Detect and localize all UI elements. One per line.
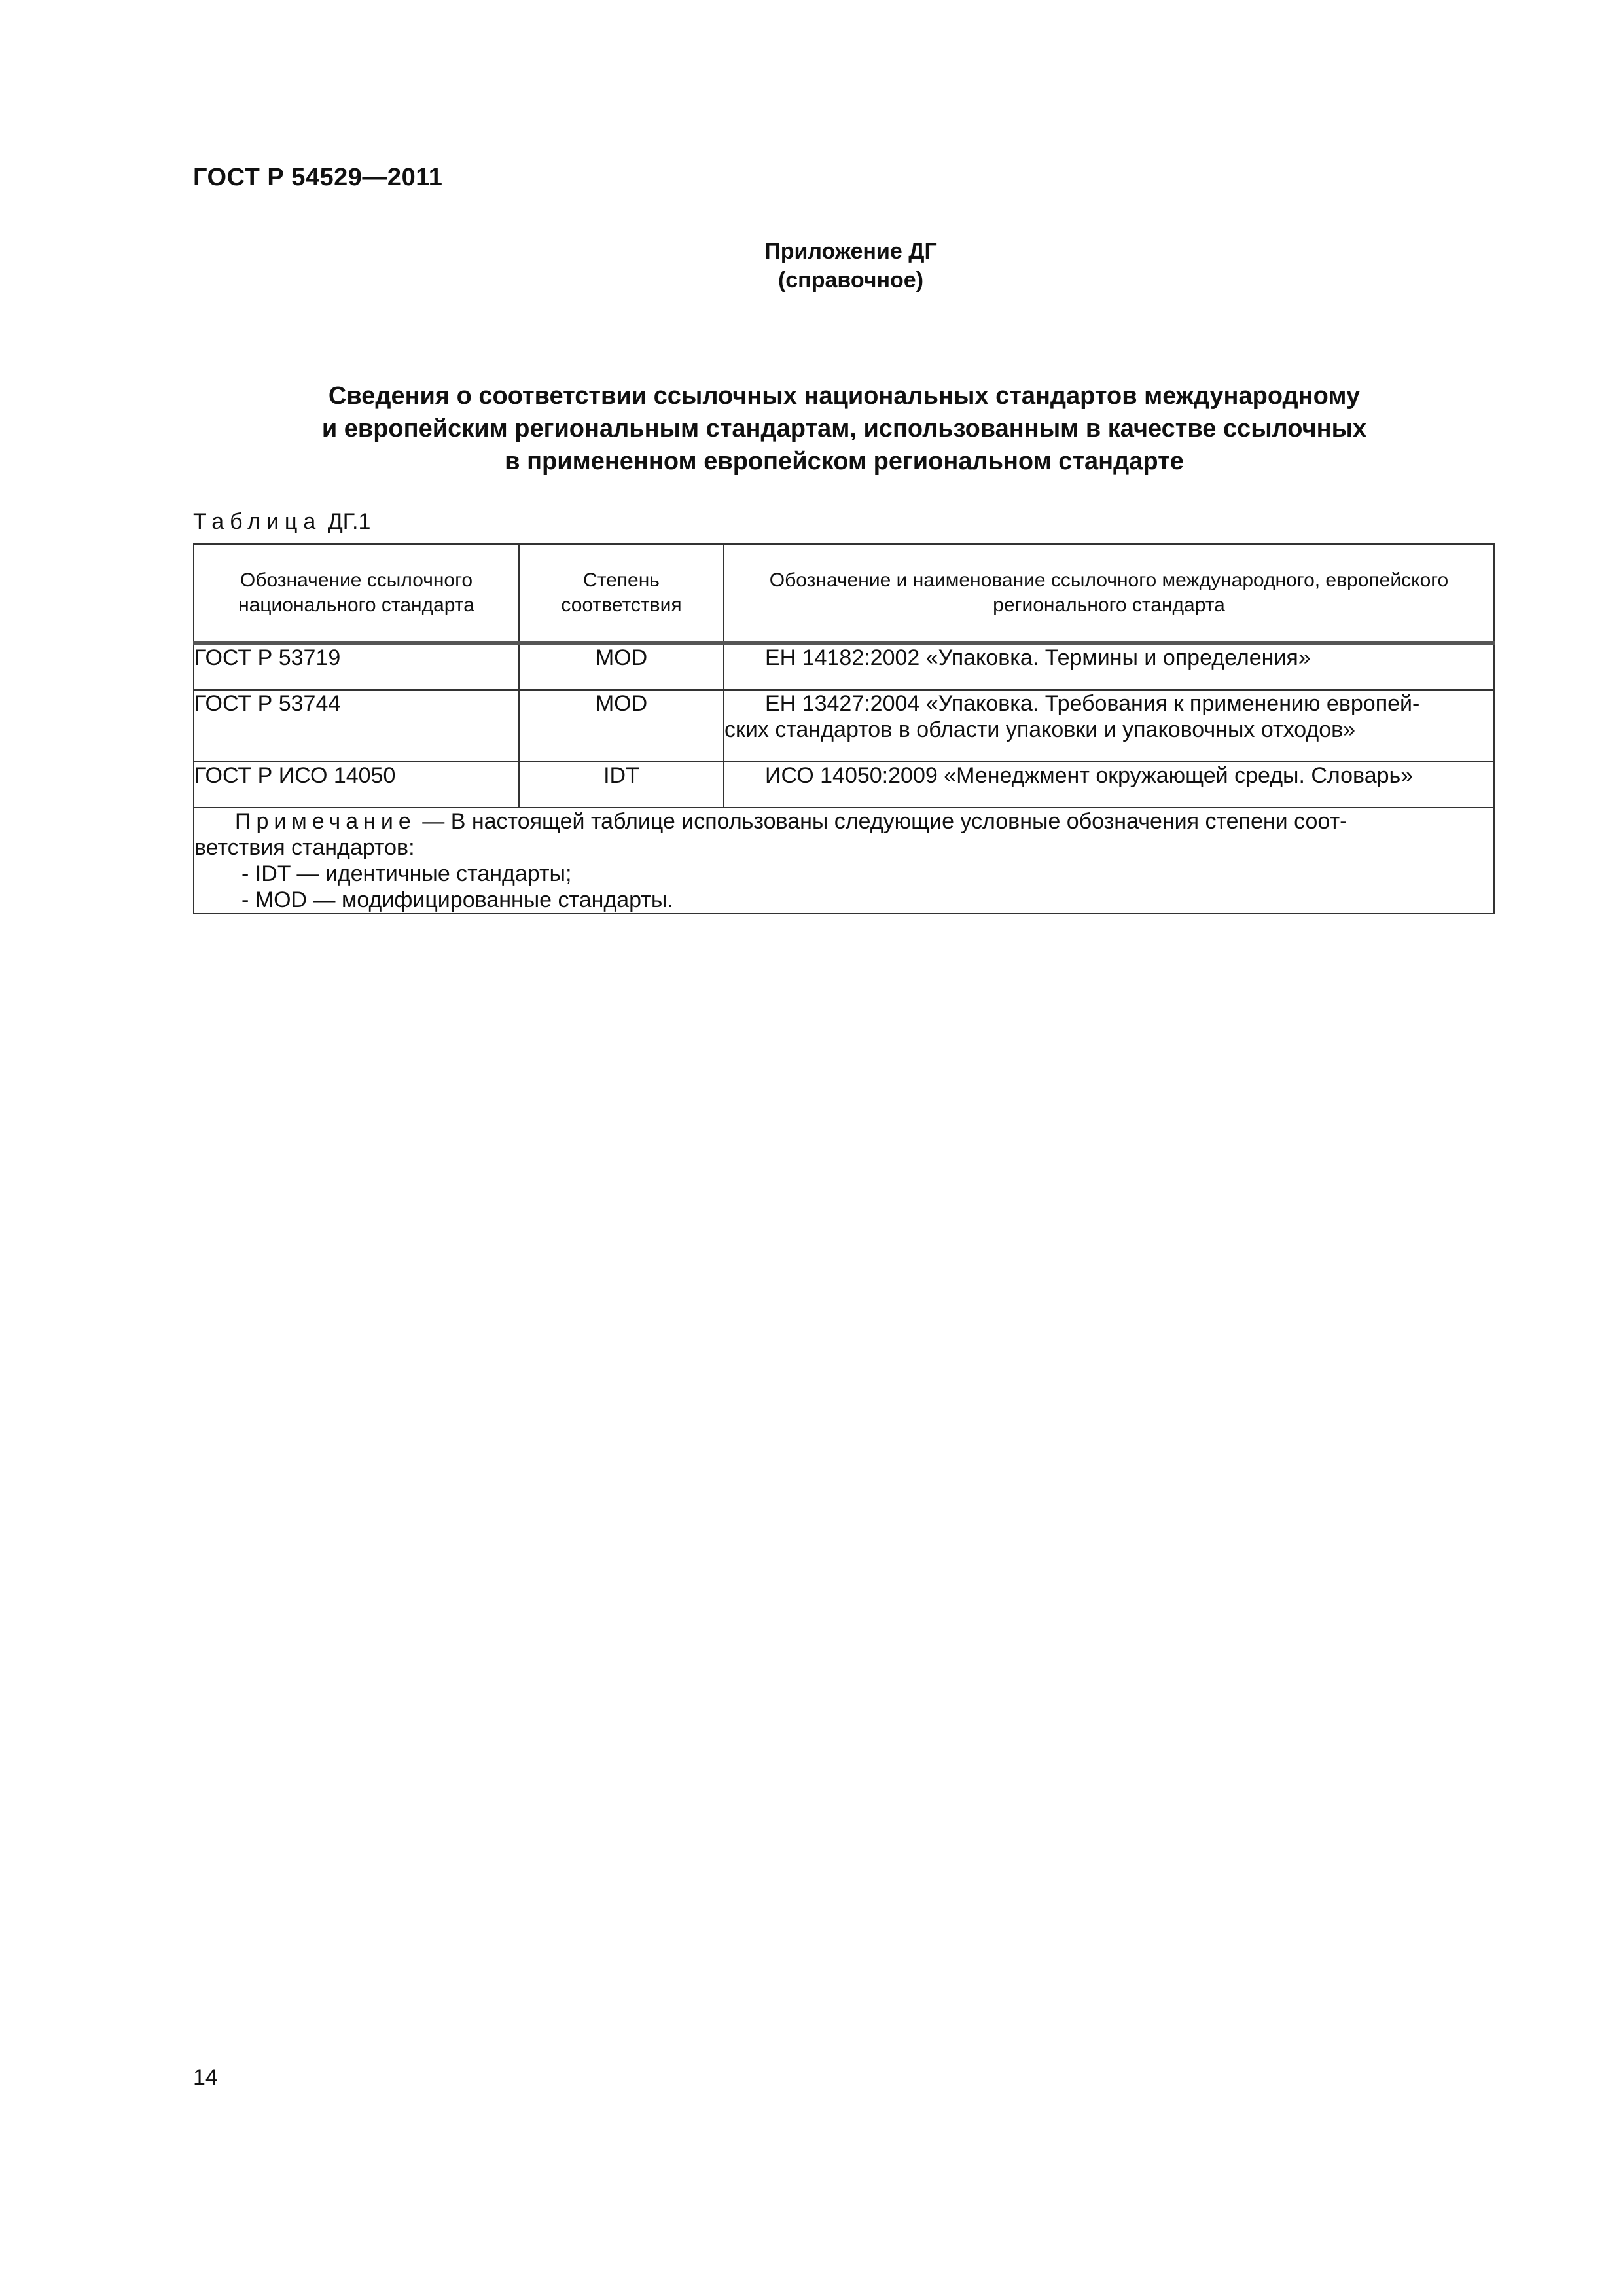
table-caption-number: ДГ.1 [327,509,371,534]
standard-name-line-2: ских стандартов в области упаковки и упаковочных отходов» [724,717,1356,742]
standard-name-line-1: ЕН 13427:2004 «Упаковка. Требования к применению европей- [765,691,1420,716]
degree-cell: IDT [519,762,724,808]
standard-name-line-1: ИСО 14050:2009 «Менеджмент окружающей среды. Словарь» [765,763,1414,788]
column-header-name: Обозначение и наименование ссылочного международного, европейского регионального стандарта [724,544,1494,643]
section-title-line-1: Сведения о соответствии ссылочных национальных стандартов международному [328,382,1361,410]
section-title [216,380,1472,478]
standard-name-cell [724,690,1494,762]
appendix-type: (справочное) [777,268,924,293]
note-item-mod: - MOD — модифицированные стандарты. [241,888,673,912]
section-title-line-3: в примененном европейском региональном стандарте [505,448,1184,475]
document-code: ГОСТ Р 54529—2011 [193,164,443,191]
degree-cell: MOD [519,643,724,691]
appendix-title: Приложение ДГ [764,239,937,264]
section-title-line-2: и европейским региональным стандартам, использованным в качестве ссылочных [321,415,1367,442]
column-header-degree: Степень соответствия [519,544,724,643]
table-header-row [194,544,1494,643]
standard-name-cell [724,762,1494,808]
page-number: 14 [193,2065,218,2090]
standard-name-cell [724,643,1494,691]
standard-code-cell: ГОСТ Р ИСО 14050 [194,762,519,808]
standard-name-line-1: ЕН 14182:2002 «Упаковка. Термины и определения» [765,645,1311,670]
note-text-line-2: ветствия стандартов: [194,835,415,860]
note-item-idt: - IDT — идентичные стандарты; [241,861,572,886]
standard-code-cell: ГОСТ Р 53744 [194,690,519,762]
reference-standards-table [193,543,1495,914]
degree-cell: MOD [519,690,724,762]
table-row [194,690,1494,762]
standard-code-cell: ГОСТ Р 53719 [194,643,519,691]
table-caption-word: Таблица [193,509,322,534]
table-row [194,643,1494,691]
note-text-line-1: — В настоящей таблице использованы следующие условные обозначения степени соот- [416,809,1347,834]
table-caption [193,509,370,535]
column-header-code: Обозначение ссылочного национального стандарта [194,544,519,643]
note-label: Примечание [235,809,416,834]
table-note-row [194,808,1494,914]
table-note [194,808,1494,914]
table-row [194,762,1494,808]
